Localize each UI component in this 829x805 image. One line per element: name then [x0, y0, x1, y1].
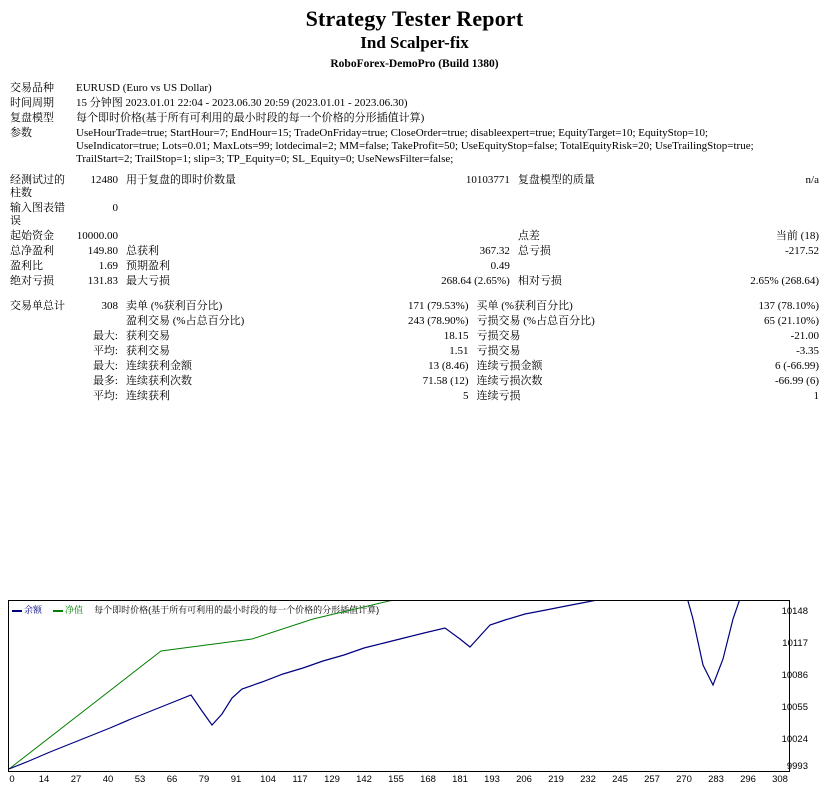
x-tick-3: 40 — [102, 774, 114, 785]
stats-table — [8, 173, 821, 289]
max-cons-wins-label: 连续获利金额 — [126, 360, 192, 372]
quality-label: 复盘模型的质量 — [517, 174, 595, 186]
average-loss-value: -3.35 — [796, 345, 819, 357]
x-tick-7: 91 — [230, 774, 242, 785]
avg-cons-losses-label: 连续亏损 — [476, 390, 521, 402]
x-tick-4: 53 — [134, 774, 146, 785]
row-parameters — [8, 126, 821, 167]
average-label: 平均: — [92, 345, 118, 357]
row-maximal-consecutive — [8, 374, 821, 389]
mismatch-label: 输入图表错误 — [10, 202, 65, 227]
profit-trades-label: 盈利交易 (%占总百分比) — [126, 315, 245, 327]
row-average-consecutive — [8, 389, 821, 404]
equity-chart — [8, 600, 820, 796]
abs-drawdown-label: 绝对亏损 — [10, 275, 54, 287]
legend-equity-label: 净值 — [65, 605, 84, 615]
x-tick-6: 79 — [198, 774, 210, 785]
y-tick-3: 10055 — [781, 702, 808, 713]
row-net-profit — [8, 244, 821, 259]
row-largest — [8, 329, 821, 344]
row-bars — [8, 173, 821, 201]
bars-value: 12480 — [90, 174, 118, 186]
largest-loss-label: 亏损交易 — [476, 330, 521, 342]
parameters-label: 参数 — [10, 127, 32, 139]
average-profit-label: 获利交易 — [126, 345, 170, 357]
row-deposit — [8, 229, 821, 244]
symbol-label: 交易品种 — [10, 82, 54, 94]
maximal-cons-profit-value: 71.58 (12) — [422, 375, 469, 387]
max-drawdown-label: 最大亏损 — [126, 275, 170, 287]
avg-label: 平均: — [92, 390, 118, 402]
avg-cons-wins-label: 连续获利 — [126, 390, 170, 402]
legend-balance-label: 余额 — [24, 605, 43, 615]
maximal-cons-profit-label: 连续获利次数 — [126, 375, 192, 387]
row-average — [8, 344, 821, 359]
abs-drawdown-value: 131.83 — [87, 275, 118, 287]
x-tick-14: 181 — [452, 774, 468, 785]
profit-factor-label: 盈利比 — [10, 260, 43, 272]
largest-label: 最大: — [92, 330, 118, 342]
symbol-value: EURUSD (Euro vs US Dollar) — [76, 82, 212, 94]
parameters-line-1: UseHourTrade=true; StartHour=7; EndHour=15; TradeOnFriday=true; CloseOrder=true; disableexpert=true; EquityTarget=10; EquityStop=10; — [76, 127, 709, 139]
x-tick-18: 232 — [580, 774, 596, 785]
spread-label: 点差 — [517, 230, 540, 242]
trades-table — [8, 299, 821, 404]
long-trades-value: 137 (78.10%) — [758, 300, 819, 312]
loss-trades-label: 亏损交易 (%占总百分比) — [476, 315, 595, 327]
x-tick-24: 308 — [772, 774, 788, 785]
bars-label: 经测试过的柱数 — [10, 174, 65, 199]
gross-loss-label: 总亏损 — [517, 245, 551, 257]
report-header — [0, 0, 829, 73]
x-tick-13: 168 — [420, 774, 436, 785]
chart-curves — [9, 601, 789, 771]
row-max-consecutive — [8, 359, 821, 374]
total-trades-value: 308 — [101, 300, 118, 312]
row-drawdown — [8, 274, 821, 289]
x-tick-0: 0 — [9, 774, 15, 785]
rel-drawdown-label: 相对亏损 — [517, 275, 562, 287]
gross-profit-label: 总获利 — [126, 245, 159, 257]
long-trades-label: 买单 (%获利百分比) — [476, 300, 573, 312]
largest-loss-value: -21.00 — [790, 330, 819, 342]
x-tick-19: 245 — [612, 774, 628, 785]
largest-profit-value: 18.15 — [443, 330, 469, 342]
max-drawdown-value: 268.64 (2.65%) — [441, 275, 510, 287]
max-cons-wins-value: 13 (8.46) — [428, 360, 469, 372]
chart-plot-area — [8, 600, 790, 772]
net-profit-value: 149.80 — [87, 245, 118, 257]
period-value: 15 分钟图 2023.01.01 22:04 - 2023.06.30 20:59 (2023.01.01 - 2023.06.30) — [76, 97, 408, 109]
x-tick-1: 14 — [38, 774, 50, 785]
x-tick-2: 27 — [70, 774, 82, 785]
chart-y-axis — [781, 600, 829, 772]
profit-trades-value: 243 (78.90%) — [408, 315, 469, 327]
deposit-value: 10000.00 — [76, 230, 118, 242]
avg-cons-wins-value: 5 — [463, 390, 469, 402]
legend-model-note: 每个即时价格(基于所有可利用的最小时段的每一个价格的分形插值计算) — [94, 605, 380, 615]
x-tick-5: 66 — [166, 774, 178, 785]
parameters-line-2: UseIndicator=true; Lots=0.01; MaxLots=99; lotdecimal=2; MM=false; TakeProfit=50; UseEquityStop=false; TotalEquityRisk=20; UseTrailingStop=true; — [76, 140, 754, 152]
x-tick-21: 270 — [676, 774, 692, 785]
average-profit-value: 1.51 — [449, 345, 469, 357]
maximal-cons-loss-label: 连续亏损次数 — [476, 375, 543, 387]
x-tick-11: 142 — [356, 774, 372, 785]
x-tick-15: 193 — [484, 774, 500, 785]
x-tick-22: 283 — [708, 774, 724, 785]
spread-current-value: 当前 (18) — [775, 230, 819, 242]
row-win-loss-trades — [8, 314, 821, 329]
avg-cons-losses-value: 1 — [813, 390, 819, 402]
ticks-value: 10103771 — [465, 174, 510, 186]
parameters-line-3: TrailStart=2; TrailStop=1; slip=3; TP_Equity=0; SL_Equity=0; UseNewsFilter=false; — [76, 153, 454, 165]
expected-payoff-label: 预期盈利 — [126, 260, 170, 272]
expected-payoff-value: 0.49 — [490, 260, 510, 272]
profit-factor-value: 1.69 — [98, 260, 118, 272]
max-label: 最大: — [92, 360, 118, 372]
deposit-label: 起始资金 — [10, 230, 54, 242]
broker-build: RoboForex-DemoPro (Build 1380) — [330, 58, 499, 70]
net-profit-label: 总净盈利 — [10, 245, 54, 257]
maximal-cons-loss-value: -66.99 (6) — [775, 375, 819, 387]
parameters-value — [74, 126, 821, 167]
y-tick-4: 10024 — [781, 734, 808, 745]
x-tick-10: 129 — [324, 774, 340, 785]
y-tick-5: 9993 — [786, 761, 808, 772]
average-loss-label: 亏损交易 — [476, 345, 521, 357]
largest-profit-label: 获利交易 — [126, 330, 170, 342]
strategy-name: Ind Scalper-fix — [360, 33, 469, 52]
x-tick-12: 155 — [388, 774, 404, 785]
x-tick-9: 117 — [292, 774, 308, 785]
ticks-label: 用于复盘的即时价数量 — [126, 174, 236, 186]
x-tick-23: 296 — [740, 774, 756, 785]
chart-x-axis — [8, 774, 790, 792]
period-label: 时间周期 — [10, 97, 54, 109]
y-tick-1: 10117 — [782, 638, 808, 649]
gross-loss-value: -217.52 — [785, 245, 819, 257]
max-cons-losses-label: 连续亏损金额 — [476, 360, 543, 372]
equity-line — [9, 601, 789, 769]
short-trades-value: 171 (79.53%) — [408, 300, 469, 312]
row-profit-factor — [8, 259, 821, 274]
balance-line — [9, 601, 789, 769]
loss-trades-value: 65 (21.10%) — [764, 315, 819, 327]
rel-drawdown-value: 2.65% (268.64) — [750, 275, 819, 287]
model-label: 复盘模型 — [10, 112, 54, 124]
maximal-label: 最多: — [92, 375, 118, 387]
total-trades-label: 交易单总计 — [10, 300, 65, 312]
y-tick-2: 10086 — [781, 670, 808, 681]
mismatch-value: 0 — [112, 202, 118, 214]
gross-profit-value: 367.32 — [479, 245, 510, 257]
row-period — [8, 96, 821, 111]
row-model — [8, 111, 821, 126]
model-value: 每个即时价格(基于所有可利用的最小时段的每一个价格的分形插值计算) — [76, 112, 425, 124]
short-trades-label: 卖单 (%获利百分比) — [126, 300, 223, 312]
quality-value: n/a — [805, 174, 819, 186]
x-tick-20: 257 — [644, 774, 660, 785]
x-tick-17: 219 — [548, 774, 564, 785]
max-cons-losses-value: 6 (-66.99) — [775, 360, 819, 372]
row-mismatch — [8, 201, 821, 229]
row-total-trades — [8, 299, 821, 314]
x-tick-16: 206 — [516, 774, 532, 785]
x-tick-8: 104 — [260, 774, 276, 785]
row-symbol — [8, 81, 821, 96]
info-table — [8, 81, 821, 167]
y-tick-0: 10148 — [781, 606, 808, 617]
page-title: Strategy Tester Report — [305, 6, 524, 31]
